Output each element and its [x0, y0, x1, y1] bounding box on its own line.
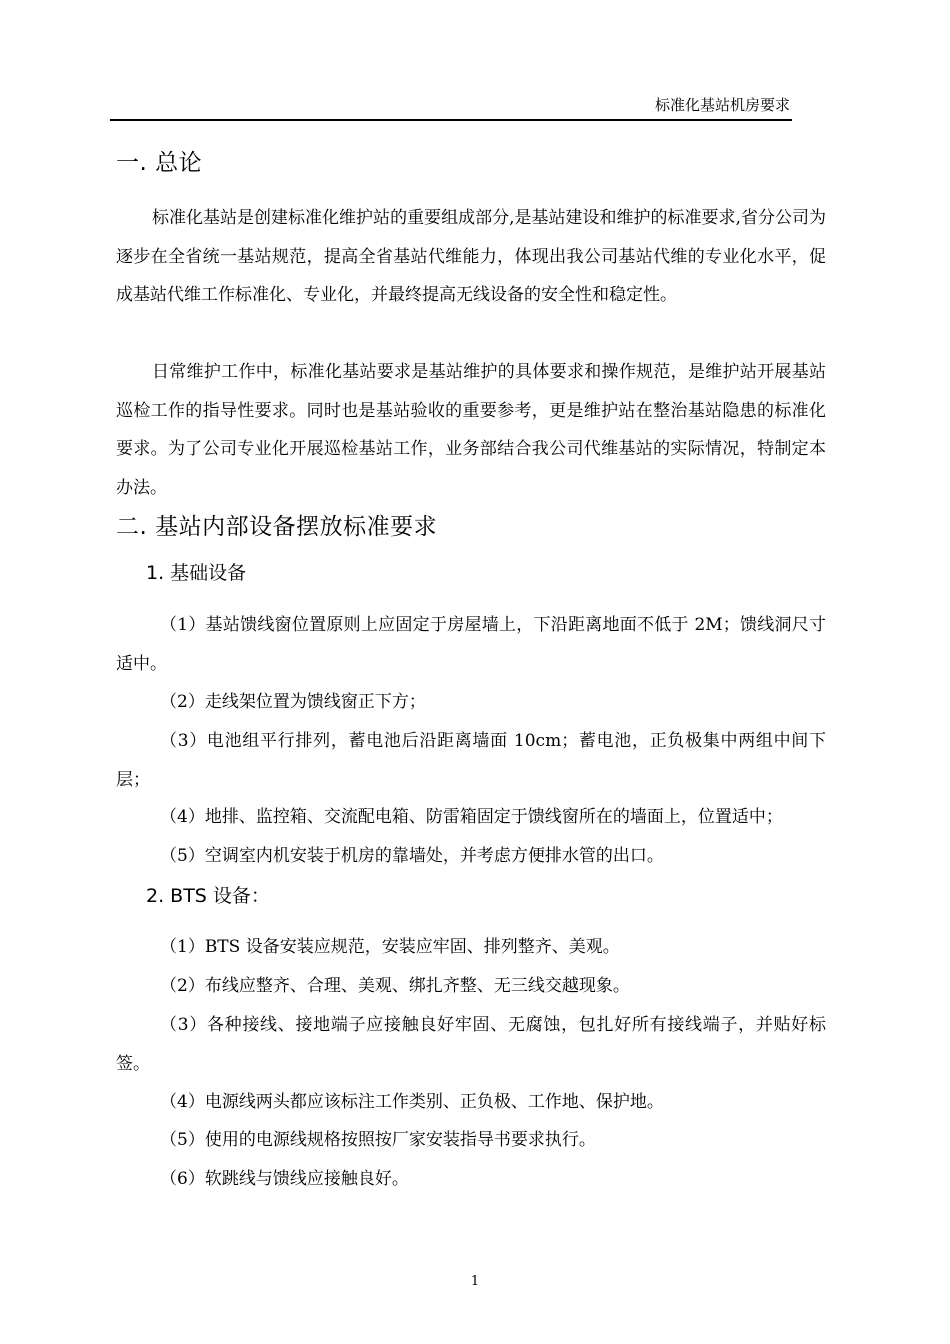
- header-title: 标准化基站机房要求: [654, 96, 790, 114]
- subsection-heading-basic: 1. 基础设备: [146, 562, 247, 584]
- list-item: （2）走线架位置为馈线窗正下方；: [160, 692, 426, 712]
- list-item: （4）地排、监控箱、交流配电箱、防雷箱固定于馈线窗所在的墙面上，位置适中；: [160, 807, 783, 827]
- paragraph: 日常维护工作中，标准化基站要求是基站维护的具体要求和操作规范，是维护站开展基站巡检工作的指导性要求。同时也是基站验收的重要参考，更是维护站在整治基站隐患的标准化要求。为了公司专业化开展巡检基站工作，业务部结合我公司代维基站的实际情况，特制定本办法。: [116, 362, 826, 498]
- subsection-heading-bts: 2. BTS 设备：: [146, 885, 270, 907]
- list-item: （5）空调室内机安装于机房的靠墙处，并考虑方便排水管的出口。: [160, 846, 664, 866]
- list-item: （2）布线应整齐、合理、美观、绑扎齐整、无三线交越现象。: [160, 976, 630, 996]
- list-item: （3）电池组平行排列，蓄电池后沿距离墙面 10cm；蓄电池，正负极集中两组中间下层；: [116, 731, 826, 790]
- section-heading-equipment: 二. 基站内部设备摆放标准要求: [116, 514, 438, 540]
- section-heading-overview: 一. 总论: [116, 150, 203, 176]
- list-item: （5）使用的电源线规格按照按厂家安装指导书要求执行。: [160, 1130, 596, 1150]
- list-item: （3）各种接线、接地端子应接触良好牢固、无腐蚀，包扎好所有接线端子，并贴好标签。: [116, 1015, 826, 1074]
- page-header: [110, 92, 792, 121]
- list-item: （1）BTS 设备安装应规范，安装应牢固、排列整齐、美观。: [160, 937, 620, 957]
- list-item: （1）基站馈线窗位置原则上应固定于房屋墙上，下沿距离地面不低于 2M；馈线洞尺寸适中。: [116, 615, 826, 674]
- list-item: （6）软跳线与馈线应接触良好。: [160, 1169, 409, 1189]
- list-item: （4）电源线两头都应该标注工作类别、正负极、工作地、保护地。: [160, 1092, 664, 1112]
- page-number: 1: [470, 1274, 480, 1289]
- paragraph: 标准化基站是创建标准化维护站的重要组成部分,是基站建设和维护的标准要求,省分公司为逐步在全省统一基站规范，提高全省基站代维能力，体现出我公司基站代维的专业化水平，促成基站代维工作标准化、专业化，并最终提高无线设备的安全性和稳定性。: [116, 208, 826, 305]
